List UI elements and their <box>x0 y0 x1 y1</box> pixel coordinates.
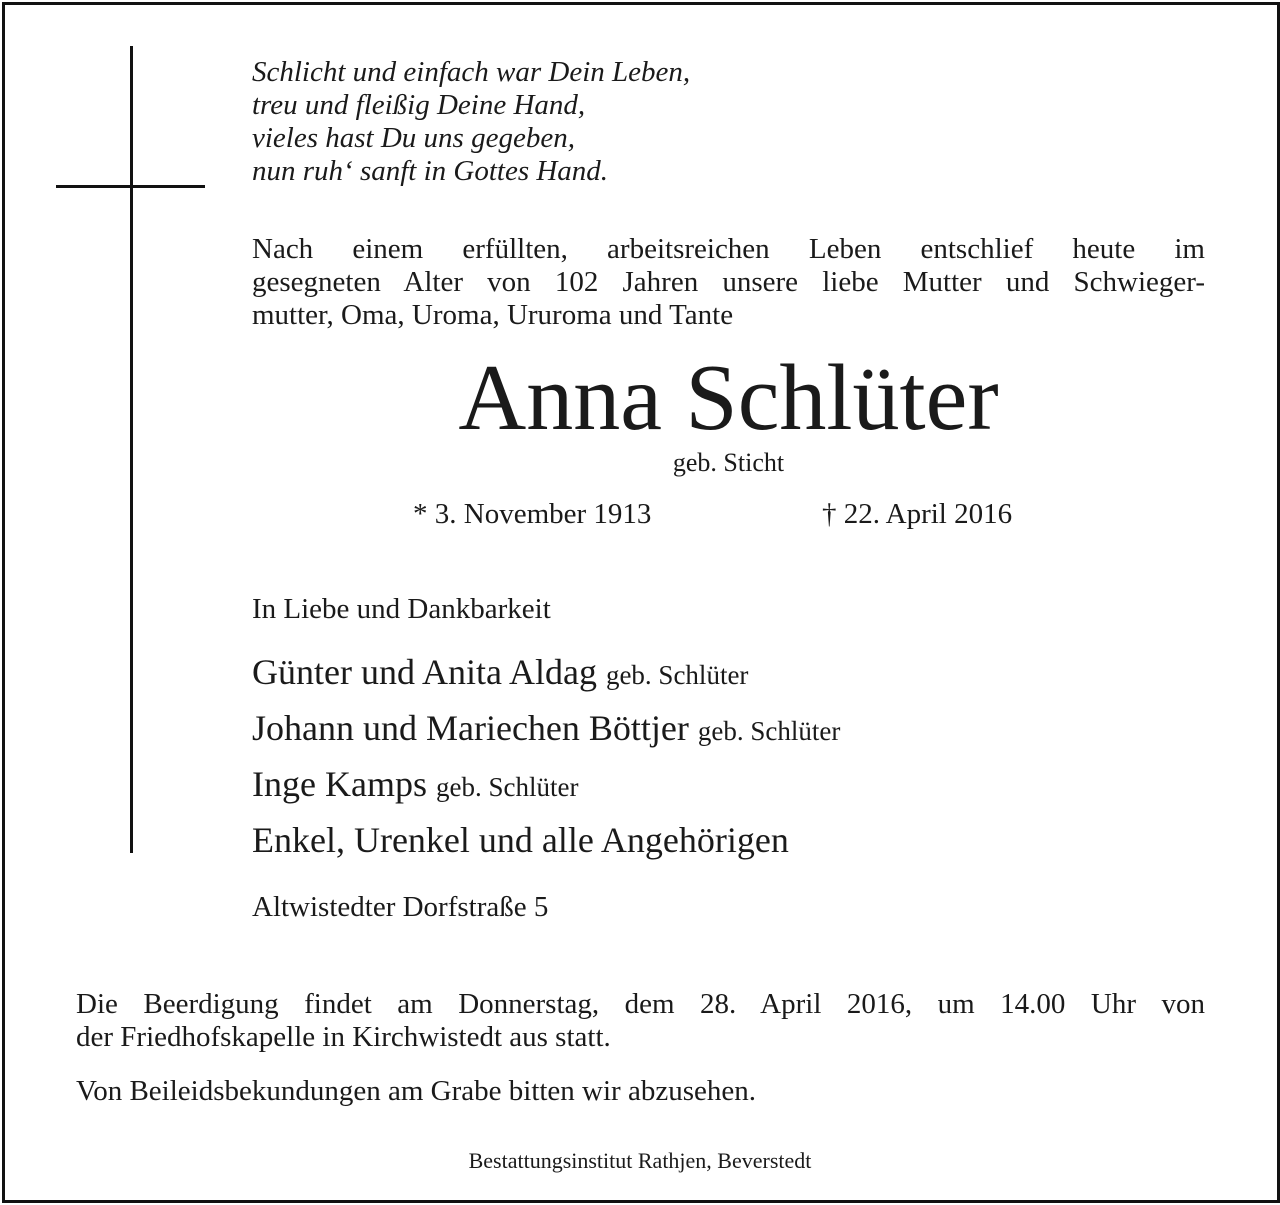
mourner-maiden-name: geb. Schlüter <box>605 660 749 690</box>
mourner-name: Günter und Anita Aldag <box>252 652 597 692</box>
mourners-list <box>252 646 840 867</box>
mourner-name: Johann und Mariechen Böttjer <box>252 708 689 748</box>
poem-line: nun ruh‘ sanft in Gottes Hand. <box>252 155 609 187</box>
funeral-announcement <box>76 988 1205 1054</box>
mourner-maiden-name: geb. Schlüter <box>435 772 579 802</box>
mourner-entry <box>252 702 840 758</box>
thanks-line: In Liebe und Dankbarkeit <box>252 593 551 625</box>
poem-line: Schlicht und einfach war Dein Leben, <box>252 56 691 88</box>
funeral-line: Die Beerdigung findet am Donnerstag, dem 28. April 2016, um 14.00 Uhr von <box>76 988 1205 1020</box>
birth-date: * 3. November 1913 <box>413 498 652 530</box>
intro-line: gesegneten Alter von 102 Jahren unsere liebe Mutter und Schwieger- <box>252 266 1205 298</box>
mourner-entry <box>252 646 840 702</box>
poem <box>252 56 690 188</box>
mourner-name: Inge Kamps <box>252 764 427 804</box>
mourner-name: Enkel, Urenkel und alle Angehörigen <box>252 820 789 860</box>
deceased-name: Anna Schlüter <box>458 346 999 450</box>
funeral-line: der Friedhofskapelle in Kirchwistedt aus statt. <box>76 1021 611 1053</box>
condolences-note: Von Beileidsbekundungen am Grabe bitten wir abzusehen. <box>76 1075 756 1107</box>
cross-horizontal-bar <box>56 185 205 188</box>
cross-vertical-bar <box>130 46 133 853</box>
intro-line: mutter, Oma, Uroma, Ururoma und Tante <box>252 299 734 331</box>
family-address: Altwistedter Dorfstraße 5 <box>252 891 549 923</box>
deceased-born-name: geb. Sticht <box>672 448 785 477</box>
death-date: † 22. April 2016 <box>822 498 1013 530</box>
intro-paragraph <box>252 233 1205 332</box>
mourner-entry <box>252 758 840 814</box>
undertaker-credit: Bestattungsinstitut Rathjen, Beverstedt <box>468 1148 812 1173</box>
mourner-maiden-name: geb. Schlüter <box>697 716 841 746</box>
poem-line: vieles hast Du uns gegeben, <box>252 122 575 154</box>
poem-line: treu und fleißig Deine Hand, <box>252 89 586 121</box>
intro-line: Nach einem erfüllten, arbeitsreichen Leben entschlief heute im <box>252 233 1205 265</box>
mourner-entry <box>252 814 840 867</box>
